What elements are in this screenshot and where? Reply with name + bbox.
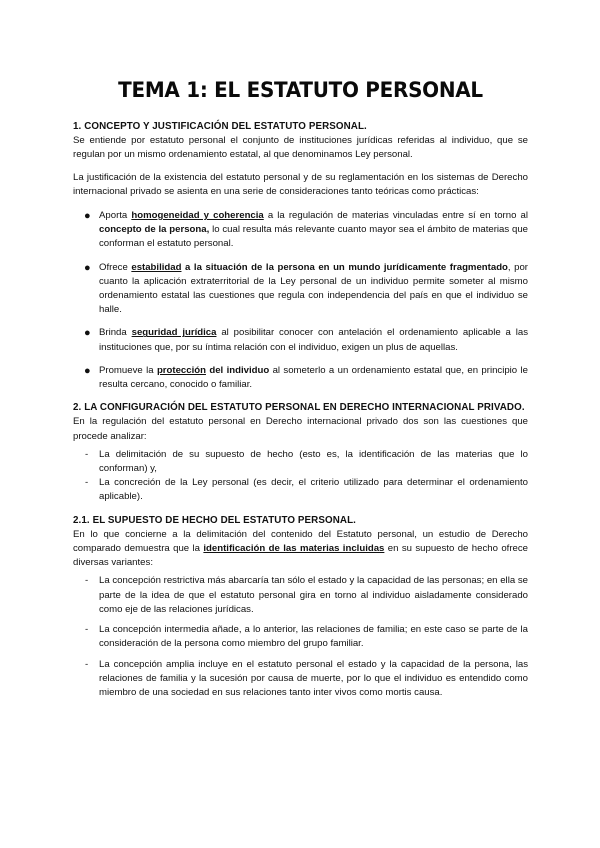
page-title: TEMA 1: EL ESTATUTO PERSONAL bbox=[118, 78, 483, 102]
questions-list bbox=[73, 448, 528, 505]
bullet-icon: ● bbox=[84, 261, 91, 274]
list-item: ● Aporta homogeneidad y coherencia a la regulación de materias vinculadas entre sí en torno al concepto de la persona, lo cual resulta más relevante cuanto mayor sea el ámbito de materias que conforman el estatuto personal. bbox=[84, 210, 528, 250]
dash-icon: - bbox=[85, 658, 89, 670]
dash-icon: - bbox=[85, 575, 89, 587]
section-1-definition: Se entiende por estatuto personal el conjunto de instituciones jurídicas referidas al individuo, que se regulan por un mismo ordenamiento estatal, al que denominamos Ley personal. bbox=[73, 135, 528, 161]
dash-icon: - bbox=[85, 477, 89, 489]
dash-icon: - bbox=[85, 448, 89, 460]
list-item: - La concepción amplia incluye en el estatuto personal el estado y la capacidad de la persona, las relaciones de familia y la sucesión por causa de muerte, por lo que el individuo es entendido como miembro de una sociedad en sus relaciones tanto inter vivos como mortis causa. bbox=[85, 658, 528, 698]
section-1-justification: La justificación de la existencia del estatuto personal y de su reglamentación en los sistemas de Derecho internacional privado se asienta en una serie de consideraciones tanto teóricas como prácticas: bbox=[73, 171, 528, 197]
section-2-1-heading: 2.1. EL SUPUESTO DE HECHO DEL ESTATUTO PERSONAL. bbox=[73, 514, 356, 526]
list-item: ● Brinda seguridad jurídica al posibilitar conocer con antelación el ordenamiento aplicable a las instituciones que, por su íntima relación con el individuo, exigen un plus de aquellas. bbox=[84, 327, 529, 353]
section-2-intro: En la regulación del estatuto personal en Derecho internacional privado dos son las cuestiones que procede analizar: bbox=[73, 416, 528, 442]
list-item: - La concepción restrictiva más abarcaría tan sólo el estado y la capacidad de las personas; en ella se parte de la idea de que el estatuto personal gira en torno al individuo aisladamente considerado como eje de las relaciones jurídicas. bbox=[85, 575, 528, 615]
section-2-1-intro: En lo que concierne a la delimitación del contenido del Estatuto personal, un estudio de Derecho comparado demuestra que la identificación de las materias incluidas en su supuesto de hecho ofrece diversas variantes: bbox=[73, 528, 528, 569]
justification-list bbox=[73, 209, 528, 392]
dash-icon: - bbox=[85, 624, 89, 636]
list-item: - La delimitación de su supuesto de hecho (esto es, la identificación de las materias que lo conforman) y, bbox=[85, 448, 528, 475]
list-item: ● Promueve la protección del individuo al someterlo a un ordenamiento estatal que, en principio le resulta cercano, conocido o familiar. bbox=[84, 364, 528, 391]
bullet-icon: ● bbox=[84, 210, 91, 223]
list-item: ● Ofrece estabilidad a la situación de la persona en un mundo jurídicamente fragmentado, por cuanto la aplicación extraterritorial de la Ley personal de un individuo permite someter al mismo ordenamiento estatal las cuestiones que regula con independencia del país en que el individuo se halle. bbox=[84, 261, 529, 316]
conceptions-list bbox=[73, 574, 528, 700]
section-2-heading: 2. LA CONFIGURACIÓN DEL ESTATUTO PERSONAL EN DERECHO INTERNACIONAL PRIVADO. bbox=[73, 402, 525, 414]
bullet-icon: ● bbox=[84, 327, 91, 340]
list-item: - La concepción intermedia añade, a lo anterior, las relaciones de familia; en este caso se parte de la consideración de la persona como miembro del grupo familiar. bbox=[85, 624, 528, 650]
list-item: - La concreción de la Ley personal (es decir, el criterio utilizado para determinar el ordenamiento aplicable). bbox=[85, 477, 528, 503]
section-1-heading: 1. CONCEPTO Y JUSTIFICACIÓN DEL ESTATUTO PERSONAL. bbox=[73, 121, 367, 132]
bullet-icon: ● bbox=[84, 364, 91, 377]
